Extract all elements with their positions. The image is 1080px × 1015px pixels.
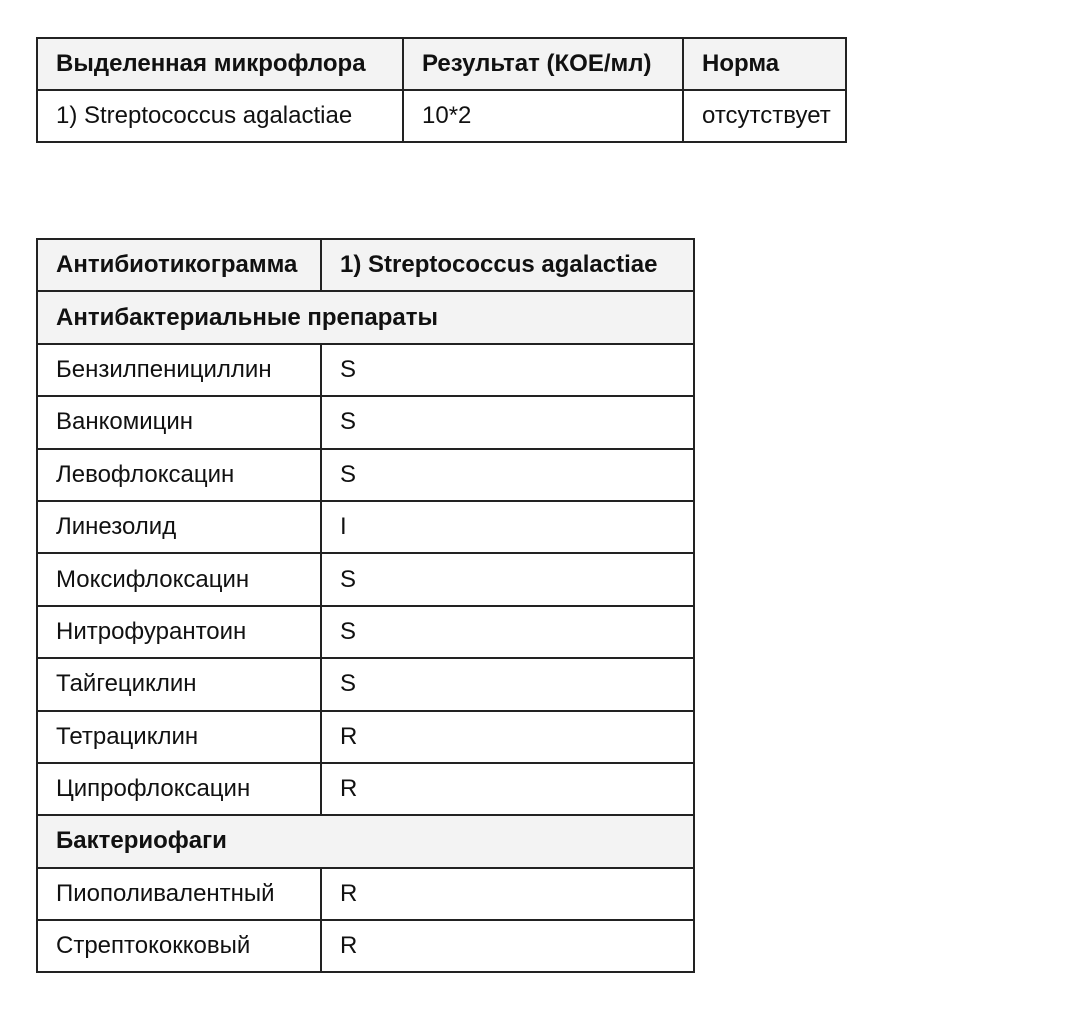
drug-sensitivity: S [321,449,694,501]
table-row [37,920,694,972]
header-organism: 1) Streptococcus agalactiae [321,239,694,291]
table-row [37,449,694,501]
table-row [37,396,694,448]
section-title: Бактериофаги [37,815,694,867]
table-row [37,344,694,396]
drug-sensitivity: I [321,501,694,553]
table-row [37,658,694,710]
header-antibiogram: Антибиотикограмма [37,239,321,291]
table-row [37,553,694,605]
table-row [37,868,694,920]
drug-sensitivity: S [321,344,694,396]
section-row-antibacterial [37,291,694,343]
cell-organism: 1) Streptococcus agalactiae [37,90,403,142]
table-row [37,501,694,553]
phage-name: Стрептококковый [37,920,321,972]
antibiogram-table [36,238,695,973]
header-norm: Норма [683,38,846,90]
table-header-row [37,239,694,291]
drug-name: Бензилпенициллин [37,344,321,396]
drug-sensitivity: S [321,606,694,658]
phage-sensitivity: R [321,920,694,972]
phage-sensitivity: R [321,868,694,920]
header-result: Результат (КОЕ/мл) [403,38,683,90]
table-row [37,763,694,815]
drug-sensitivity: R [321,711,694,763]
drug-name: Нитрофурантоин [37,606,321,658]
table-row [37,90,846,142]
table-row [37,711,694,763]
drug-name: Ванкомицин [37,396,321,448]
phage-name: Пиополивалентный [37,868,321,920]
table-row [37,606,694,658]
drug-sensitivity: R [321,763,694,815]
drug-sensitivity: S [321,396,694,448]
drug-name: Тетрациклин [37,711,321,763]
drug-name: Тайгециклин [37,658,321,710]
drug-sensitivity: S [321,658,694,710]
drug-name: Моксифлоксацин [37,553,321,605]
drug-name: Линезолид [37,501,321,553]
drug-name: Левофлоксацин [37,449,321,501]
header-microflora: Выделенная микрофлора [37,38,403,90]
section-row-bacteriophages [37,815,694,867]
microflora-table [36,37,847,143]
table-header-row [37,38,846,90]
section-title: Антибактериальные препараты [37,291,694,343]
drug-sensitivity: S [321,553,694,605]
cell-norm: отсутствует [683,90,846,142]
cell-result: 10*2 [403,90,683,142]
drug-name: Ципрофлоксацин [37,763,321,815]
